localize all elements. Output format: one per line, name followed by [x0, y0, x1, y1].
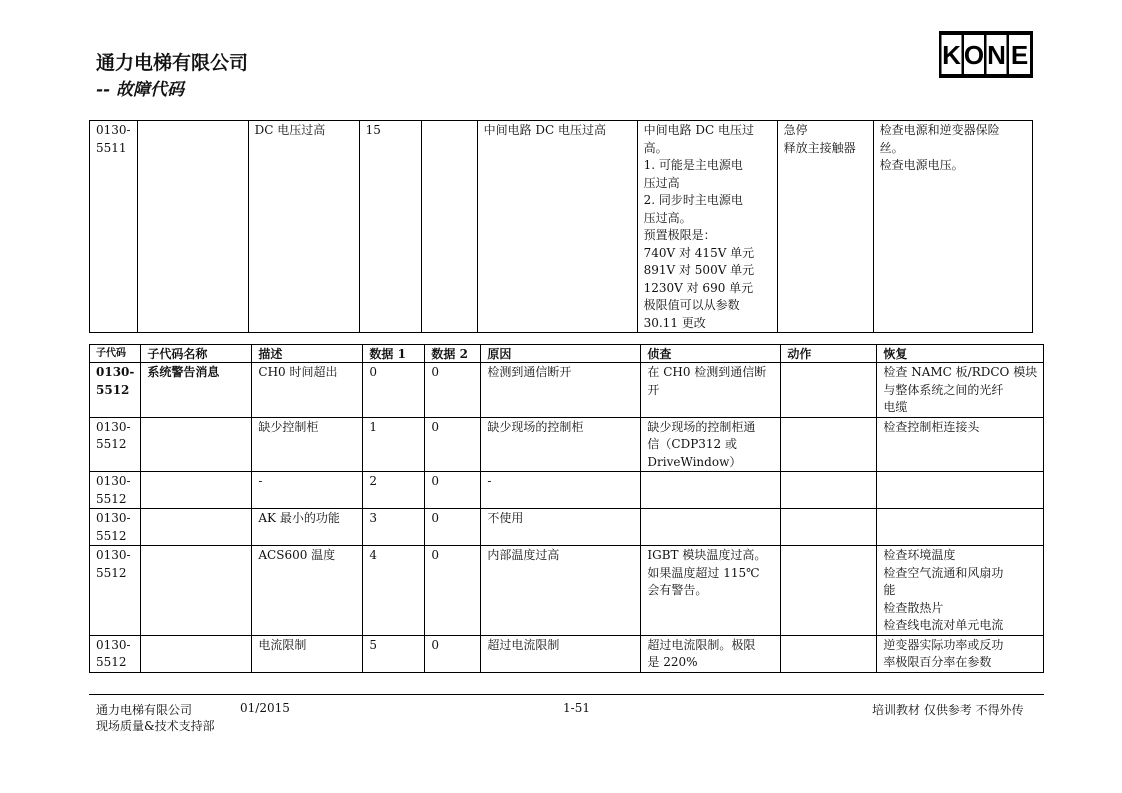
cell-text-line: 0 — [431, 511, 440, 525]
col-header-data2: 数据 2 — [425, 345, 481, 363]
col-header-description: 描述 — [252, 345, 363, 363]
cell-detection — [641, 417, 781, 472]
cell-text-line — [147, 510, 245, 528]
cell-recovery — [877, 546, 1044, 636]
document-subtitle: -- 故障代码 — [96, 80, 185, 100]
cell-action — [781, 635, 877, 672]
cell-text-line — [883, 510, 1037, 528]
cell-text-line: 891V 对 500V 单元 — [643, 263, 755, 277]
cell-text-line: 检查电源和逆变器保险 — [879, 123, 1000, 137]
cell-action — [777, 121, 873, 333]
table-row — [90, 635, 1044, 672]
cell-text-line: 压过高。 — [643, 210, 692, 225]
cell-data1 — [363, 509, 425, 546]
cell-text-line: 5512 — [96, 491, 127, 506]
cell-text-line: 急停 — [783, 123, 808, 137]
cell-text-line: 系统警告消息 — [147, 365, 220, 379]
cell-text-line: 0130- — [96, 419, 131, 434]
cell-description — [252, 417, 363, 472]
cell-action — [781, 509, 877, 546]
cell-text-line: 率极限百分率在参数 — [883, 655, 992, 669]
table-row — [90, 509, 1044, 546]
cell-cause — [481, 546, 641, 636]
cell-recovery — [877, 363, 1044, 418]
cell-description — [252, 635, 363, 672]
cell-text-line: 在 CH0 检测到通信断 — [647, 365, 767, 379]
cell-text-line: 检查控制柜连接头 — [883, 419, 980, 434]
cell-description — [252, 546, 363, 636]
cell-text-line: DC 电压过高 — [254, 123, 326, 137]
table-row — [90, 121, 1033, 333]
cell-text-line: 1 — [369, 419, 378, 434]
cell-text-line: 0 — [431, 365, 440, 379]
cell-text-line — [787, 473, 870, 491]
cell-text-line — [787, 637, 870, 655]
cell-subcode-name — [141, 363, 252, 418]
cell-text-line: 检查 NAMC 板/RDCO 模块 — [883, 365, 1038, 379]
table-row — [90, 546, 1044, 636]
cell-text-line — [647, 510, 774, 528]
cell-text-line: 内部温度过高 — [487, 548, 560, 562]
table-header-row — [90, 345, 1044, 363]
cell-text-line: 0130- — [96, 474, 131, 488]
cell-text-line: 超过电流限制。极限 — [647, 637, 756, 652]
cell-text-line — [787, 547, 870, 565]
cell-data1 — [363, 635, 425, 672]
cell-text-line — [147, 419, 245, 437]
cell-recovery — [877, 635, 1044, 672]
cell-text-line — [147, 473, 245, 491]
cell-text-line — [787, 364, 870, 382]
cell-description — [248, 121, 359, 333]
cell-text-line: 4 — [369, 548, 378, 562]
cell-cause — [481, 417, 641, 472]
cell-text-line: 2. 同步时主电源电 — [643, 193, 743, 207]
col-header-detection: 侦查 — [641, 345, 781, 363]
logo-letter: N — [987, 40, 1006, 70]
cell-text-line: 1. 可能是主电源电 — [643, 158, 743, 172]
cell-data2 — [425, 472, 481, 509]
cell-action — [781, 363, 877, 418]
cell-subcode-name — [141, 472, 252, 509]
cell-text-line: 超过电流限制 — [487, 637, 560, 652]
cell-text-line: 0130- — [96, 123, 131, 137]
col-header-subcode-name: 子代码名称 — [141, 345, 252, 363]
cell-data1 — [363, 417, 425, 472]
cell-text-line: 检查环境温度 — [883, 548, 956, 562]
cell-text-line: AK 最小的功能 — [258, 511, 340, 525]
cell-text-line: 0130- — [96, 511, 131, 525]
col-header-data1: 数据 1 — [363, 345, 425, 363]
footer-note: 培训教材 仅供参考 不得外传 — [872, 703, 1024, 717]
cell-text-line: 0 — [369, 365, 378, 379]
cell-text-line: 中间电路 DC 电压过高 — [483, 123, 607, 137]
cell-subcode — [90, 363, 141, 418]
cell-text-line: 3 — [369, 511, 378, 525]
footer-date: 01/2015 — [240, 701, 290, 715]
cell-text-line — [787, 510, 870, 528]
cell-text-line: 缺少现场的控制柜 — [487, 419, 584, 434]
cell-subcode — [90, 121, 138, 333]
cell-text-line: 30.11 更改 — [643, 315, 706, 330]
cell-text-line: 开 — [647, 382, 660, 397]
cell-text-line: 5511 — [96, 140, 127, 155]
cell-data1 — [363, 472, 425, 509]
cell-text-line — [144, 122, 242, 140]
cell-text-line: 高。 — [643, 140, 668, 155]
cell-text-line: 0 — [431, 419, 440, 434]
cell-subcode — [90, 635, 141, 672]
cell-subcode-name — [137, 121, 248, 333]
cell-text-line: 丝。 — [879, 140, 904, 155]
cell-subcode — [90, 417, 141, 472]
cell-cause — [477, 121, 637, 333]
cell-text-line: 检查空气流通和风扇功 — [883, 565, 1004, 580]
cell-text-line: 740V 对 415V 单元 — [643, 245, 755, 260]
cell-text-line: 0 — [431, 637, 440, 652]
cell-action — [781, 472, 877, 509]
cell-text-line — [428, 122, 471, 140]
cell-text-line: 预置极限是： — [643, 228, 716, 242]
cell-text-line — [787, 419, 870, 437]
cell-text-line: 0130- — [96, 637, 131, 652]
cell-data2 — [421, 121, 477, 333]
cell-text-line: 如果温度超过 115℃ — [647, 565, 760, 580]
cell-text-line: 1230V 对 690 单元 — [643, 280, 754, 295]
footer-company: 通力电梯有限公司 — [96, 703, 193, 717]
col-header-subcode: 子代码 — [90, 345, 141, 363]
cell-detection — [641, 472, 781, 509]
cell-text-line: 检查电源电压。 — [879, 158, 964, 172]
table-row — [90, 472, 1044, 509]
cell-cause — [481, 472, 641, 509]
cell-text-line: 是 220% — [647, 655, 698, 669]
cell-cause — [481, 509, 641, 546]
cell-recovery — [873, 121, 1032, 333]
fault-table-5511 — [89, 120, 1033, 333]
cell-detection — [637, 121, 777, 333]
cell-text-line: 0 — [431, 548, 440, 562]
fault-table-5512 — [89, 344, 1044, 673]
cell-text-line: 缺少控制柜 — [258, 419, 319, 434]
cell-text-line — [883, 473, 1037, 491]
cell-recovery — [877, 417, 1044, 472]
cell-subcode — [90, 509, 141, 546]
cell-text-line: CH0 时间超出 — [258, 365, 338, 379]
table-row — [90, 417, 1044, 472]
kone-logo — [939, 31, 1033, 78]
cell-text-line: 中间电路 DC 电压过 — [643, 123, 755, 137]
cell-text-line: 压过高 — [643, 175, 680, 190]
cell-description — [252, 472, 363, 509]
cell-text-line: 会有警告。 — [647, 583, 708, 597]
cell-text-line: 5512 — [96, 655, 127, 669]
cell-text-line: 5512 — [96, 437, 127, 451]
col-header-action: 动作 — [781, 345, 877, 363]
table-row — [90, 363, 1044, 418]
cell-text-line: 缺少现场的控制柜通 — [647, 419, 756, 434]
cell-description — [252, 363, 363, 418]
cell-data1 — [363, 546, 425, 636]
cell-text-line: 逆变器实际功率或反功 — [883, 637, 1004, 652]
cell-text-line: 能 — [883, 583, 896, 597]
logo-letter: K — [942, 40, 961, 70]
cell-subcode-name — [141, 635, 252, 672]
cell-text-line: 信（CDP312 或 — [647, 437, 737, 451]
cell-text-line: 电缆 — [883, 400, 908, 414]
cell-action — [781, 546, 877, 636]
company-name: 通力电梯有限公司 — [96, 52, 249, 74]
cell-recovery — [877, 509, 1044, 546]
cell-data1 — [359, 121, 421, 333]
col-header-cause: 原因 — [481, 345, 641, 363]
cell-subcode — [90, 472, 141, 509]
cell-recovery — [877, 472, 1044, 509]
cell-text-line: 5512 — [96, 382, 130, 397]
cell-subcode-name — [141, 509, 252, 546]
footer-department: 现场质量&技术支持部 — [96, 719, 215, 733]
col-header-recovery: 恢复 — [877, 345, 1044, 363]
footer-divider — [89, 694, 1044, 695]
page-number: 1-51 — [563, 701, 590, 715]
cell-data2 — [425, 546, 481, 636]
cell-text-line: 释放主接触器 — [783, 140, 856, 155]
cell-data2 — [425, 509, 481, 546]
cell-text-line: 极限值可以从参数 — [643, 298, 740, 312]
cell-text-line: 电流限制 — [258, 637, 307, 652]
cell-text-line — [647, 473, 774, 491]
cell-text-line: 15 — [365, 123, 381, 137]
cell-text-line: 0 — [431, 474, 440, 488]
cell-text-line: 检查散热片 — [883, 600, 944, 615]
cell-text-line: 检查线电流对单元电流 — [883, 618, 1004, 632]
cell-text-line: 5512 — [96, 565, 127, 580]
cell-text-line: 与整体系统之间的光纤 — [883, 382, 1004, 397]
cell-text-line — [147, 637, 245, 655]
cell-text-line: DriveWindow） — [647, 454, 742, 469]
cell-text-line: 5 — [369, 637, 378, 652]
logo-letter: O — [963, 40, 985, 70]
cell-data2 — [425, 363, 481, 418]
cell-text-line: 不使用 — [487, 511, 524, 525]
cell-text-line: 0130- — [96, 365, 135, 379]
cell-text-line — [147, 547, 245, 565]
cell-data2 — [425, 635, 481, 672]
cell-text-line: 0130- — [96, 548, 131, 562]
cell-text-line: 2 — [369, 474, 378, 488]
cell-detection — [641, 509, 781, 546]
cell-detection — [641, 635, 781, 672]
cell-description — [252, 509, 363, 546]
logo-letter: E — [1010, 40, 1029, 70]
cell-data2 — [425, 417, 481, 472]
cell-detection — [641, 363, 781, 418]
cell-subcode-name — [141, 546, 252, 636]
cell-subcode — [90, 546, 141, 636]
cell-detection — [641, 546, 781, 636]
cell-cause — [481, 363, 641, 418]
cell-text-line: - — [258, 474, 263, 488]
cell-text-line: - — [487, 474, 492, 488]
cell-data1 — [363, 363, 425, 418]
cell-text-line: ACS600 温度 — [258, 548, 336, 562]
cell-text-line: IGBT 模块温度过高。 — [647, 548, 767, 562]
cell-text-line: 检测到通信断开 — [487, 365, 572, 379]
cell-action — [781, 417, 877, 472]
cell-cause — [481, 635, 641, 672]
cell-subcode-name — [141, 417, 252, 472]
cell-text-line: 5512 — [96, 528, 127, 543]
